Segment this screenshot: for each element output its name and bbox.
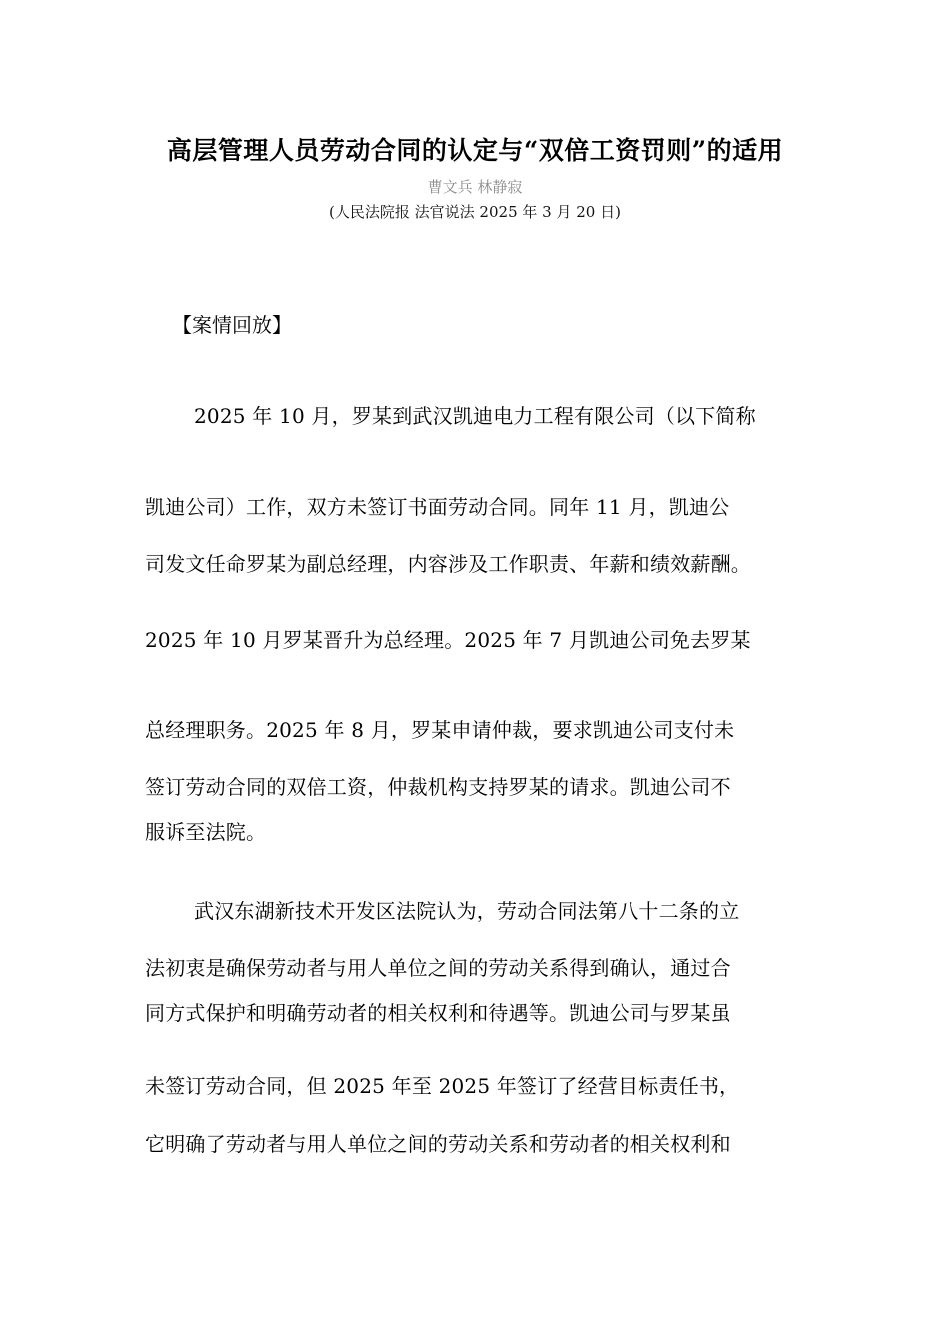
article-authors: 曹文兵 林静寂 <box>427 178 523 196</box>
section-heading: 【案情回放】 <box>172 313 292 337</box>
article-title: 高层管理人员劳动合同的认定与“双倍工资罚则”的适用 <box>166 136 784 165</box>
body-line: 武汉东湖新技术开发区法院认为，劳动合同法第八十二条的立 <box>194 899 740 923</box>
article-source: (人民法院报 法官说法 2025 年 3 月 20 日) <box>329 203 621 221</box>
body-line: 2025 年 10 月罗某晋升为总经理。2025 年 7 月凯迪公司免去罗某 <box>145 628 751 652</box>
body-line: 法初衷是确保劳动者与用人单位之间的劳动关系得到确认，通过合 <box>145 956 731 980</box>
body-line: 它明确了劳动者与用人单位之间的劳动关系和劳动者的相关权利和 <box>145 1132 731 1156</box>
body-line: 签订劳动合同的双倍工资，仲裁机构支持罗某的请求。凯迪公司不 <box>145 775 731 799</box>
body-line: 未签订劳动合同，但 2025 年至 2025 年签订了经营目标责任书， <box>145 1074 740 1098</box>
body-line: 司发文任命罗某为副总经理，内容涉及工作职责、年薪和绩效薪酬。 <box>145 552 751 576</box>
body-line: 服诉至法院。 <box>145 820 267 844</box>
body-line: 2025 年 10 月，罗某到武汉凯迪电力工程有限公司（以下简称 <box>194 404 756 428</box>
body-line: 凯迪公司）工作，双方未签订书面劳动合同。同年 11 月，凯迪公 <box>145 495 730 519</box>
body-line: 总经理职务。2025 年 8 月，罗某申请仲裁，要求凯迪公司支付未 <box>145 718 735 742</box>
body-line: 同方式保护和明确劳动者的相关权利和待遇等。凯迪公司与罗某虽 <box>145 1001 731 1025</box>
